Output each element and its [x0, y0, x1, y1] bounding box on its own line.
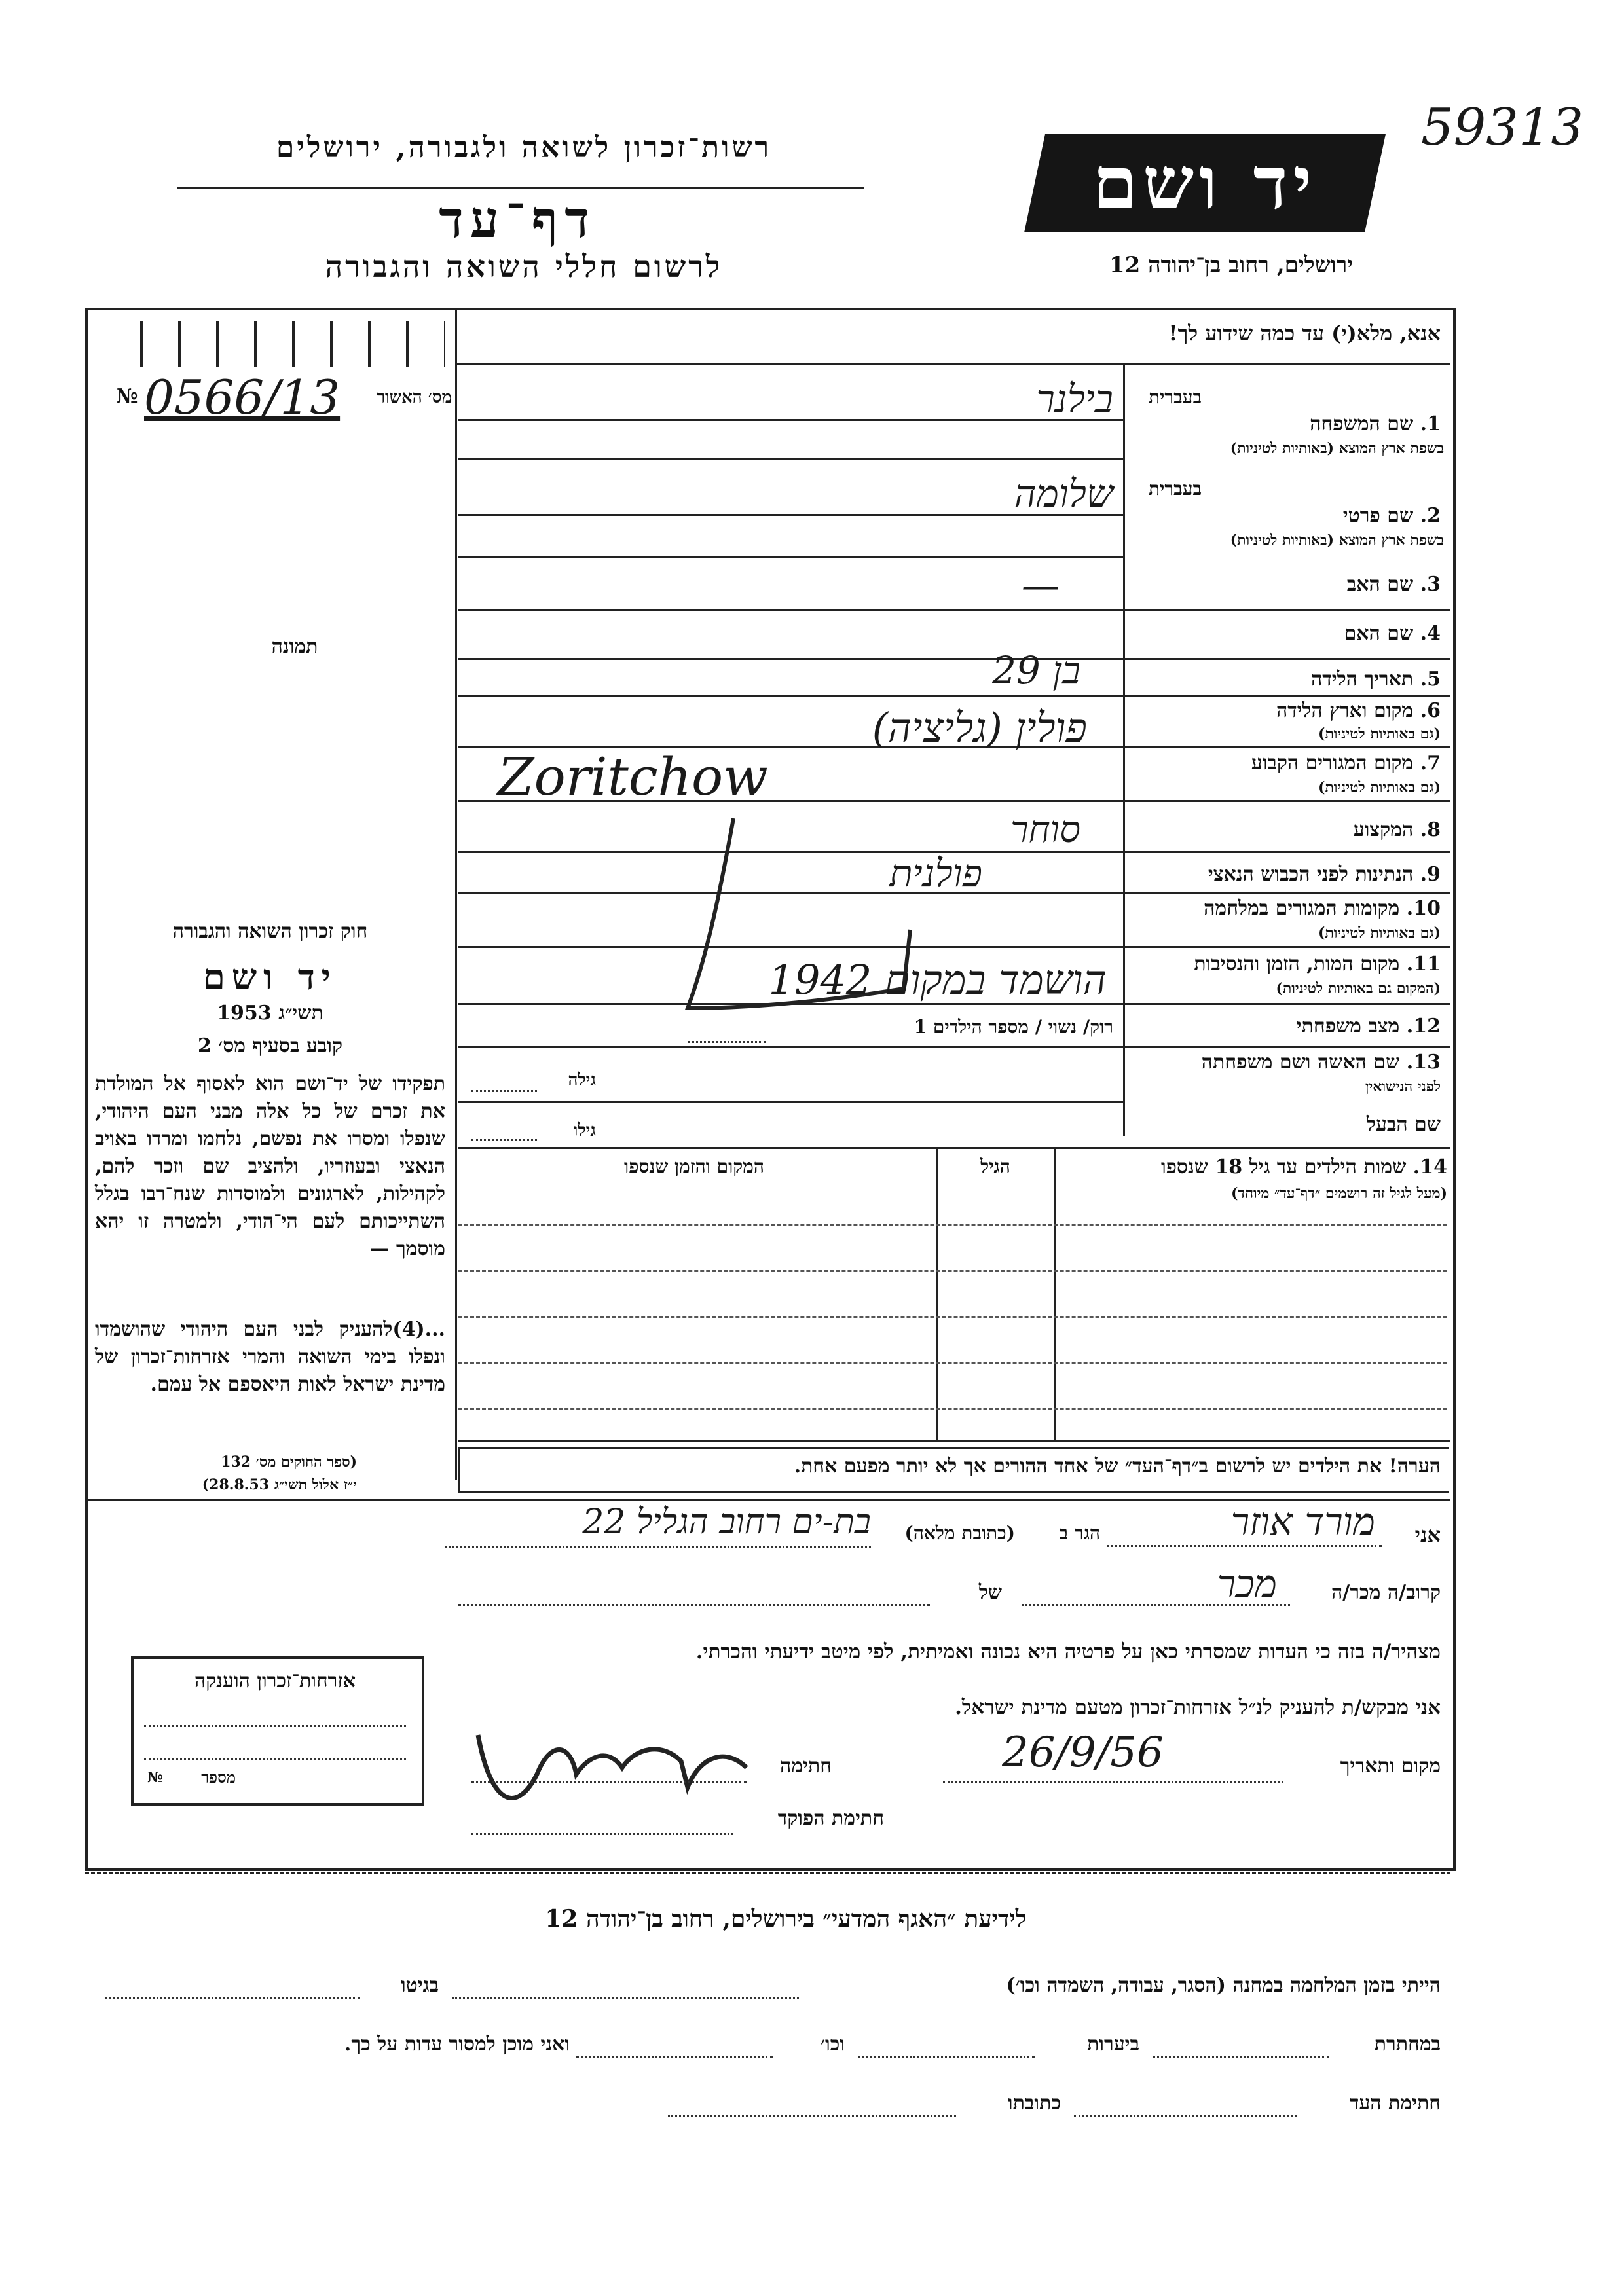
field-8-label: 8. המקצוע	[1353, 818, 1441, 841]
date-value: 26/9/56	[1002, 1728, 1164, 1777]
children-col-age: הגיל	[980, 1156, 1010, 1177]
field-13-line	[458, 1101, 1123, 1103]
relative-value: מכר	[1217, 1561, 1277, 1606]
field-2-value: שלומה	[1014, 471, 1113, 516]
children-col-place: המקום והזמן שנספו	[624, 1156, 764, 1177]
citizenship-title: אזרחות־זכרון הוענקה	[194, 1669, 356, 1692]
note-text: הערה! את הילדים יש לרשום ב״דף־העד״ של אחד ההורים אך לא יותר מפעם אחת.	[794, 1455, 1441, 1478]
field-6-label: 6. מקום וארץ הלידה	[1276, 699, 1441, 722]
law-ref-1: (ספר החוקים מס׳ 132	[221, 1453, 357, 1470]
footer-line2-dots-a	[1153, 2056, 1329, 2058]
form-subtitle: לרשום חללי השואה והגבורה	[325, 249, 723, 284]
citizenship-number-symbol: №	[147, 1769, 163, 1786]
field-1-sub: בשפת ארץ המוצא (באותיות לטיניות)	[1230, 440, 1444, 457]
field-9-value: פולנית	[889, 851, 982, 896]
children-row-2	[458, 1270, 1447, 1272]
children-bottom	[458, 1440, 1450, 1442]
footer-line2-b: ביערות	[1086, 2033, 1139, 2056]
field-10-line	[458, 946, 1450, 948]
husband-line	[458, 1147, 1450, 1149]
wife-age-label: גילה	[568, 1070, 596, 1090]
declarant-name-line	[1107, 1545, 1382, 1547]
field-2-label: 2. שם פרטי	[1342, 504, 1441, 527]
footer-line3-b: כתובתו	[1007, 2092, 1061, 2115]
field-13-sub: לפני הנישואין	[1365, 1078, 1441, 1095]
field-12-label: 12. מצב משפחתי	[1296, 1015, 1441, 1038]
law-name: יד ושם	[203, 956, 337, 998]
husband-label: שם הבעל	[1366, 1113, 1441, 1136]
authority-underline	[177, 187, 864, 189]
field-10-sub: (גם באותיות לטיניות)	[1318, 924, 1441, 941]
footer-line1-b: בגיטו	[400, 1974, 439, 1997]
footer-line3-a: חתימת העד	[1349, 2092, 1441, 2115]
field-5-label: 5. תאריך הלידה	[1311, 668, 1441, 691]
law-text-2: ...(4)להעניק לבני העם היהודי שהושמדו ונפלו בימי השואה והמרי אזרחות־זכרון של מדינת ישראל לאות היאספם אל עמם.	[95, 1318, 445, 1396]
law-clause: קובע בסעיף מס׳ 2	[197, 1034, 343, 1057]
footer-line3-dots-b	[668, 2115, 956, 2117]
relative-shel: של	[978, 1581, 1002, 1604]
law-title: חוק זכרון השואה והגבורה	[172, 920, 368, 943]
field-5-value: בן 29	[992, 648, 1080, 693]
field-7-value: Zoritchow	[498, 746, 768, 807]
declarant-gar-b: הגר ב	[1059, 1522, 1100, 1544]
field-12-dots	[688, 1041, 766, 1043]
form-title: דף־עד	[439, 190, 596, 249]
field-7-label: 7. מקום המגורים הקבוע	[1251, 752, 1441, 774]
declarant-name: מורד אוזר	[1230, 1499, 1375, 1544]
children-row-4	[458, 1362, 1447, 1364]
field-6-value: פולין (גליציה)	[872, 704, 1087, 752]
field-6-sub: (גם באותיות לטיניות)	[1318, 725, 1441, 742]
law-year: תשי״ג 1953	[217, 1002, 323, 1025]
field-10-label: 10. מקומות המגורים במלחמה	[1204, 897, 1441, 920]
field-1-tag: בעברית	[1148, 386, 1202, 408]
field-5-line	[458, 695, 1450, 697]
children-row-3	[458, 1316, 1447, 1318]
request-text: אני מבקש/ת להעניק לנ״ל אזרחות־זכרון מטעם מדינת ישראל.	[955, 1696, 1441, 1719]
field-1-value: בילנר	[1036, 376, 1113, 421]
footer-line2-dots-c	[576, 2056, 773, 2058]
intro-text: אנא, מלא(י) עד כמה שידוע לך!	[1168, 321, 1441, 346]
field-3-value: —	[1022, 563, 1060, 608]
children-sub: (מעל לגיל זה רושמים ״דף־עד״ מיוחד)	[1230, 1185, 1447, 1202]
field-1-label: 1. שם המשפחה	[1310, 412, 1441, 435]
children-row-1	[458, 1224, 1447, 1226]
declarant-ani: אני	[1414, 1522, 1441, 1547]
law-text: תפקידו של יד־ושם הוא לאסוף אל המולדת את זכרם של כל אלה מבני העם היהודי, שנפלו ומסרו את נפשם, נלחמו ומרדו באויב הנאצי ובעוזריו, ולהציב שם וזכר להם, לקהילות, לארגונים ולמוסדות שנח־רבו בגלל השתייכותם לעם הי־הודי, ולמטרה זו יהא מוסמך —	[95, 1072, 445, 1260]
footer-line2-a: במחתרת	[1374, 2033, 1441, 2056]
photo-label: תמונה	[271, 635, 318, 658]
field-3-label: 3. שם האב	[1346, 573, 1441, 596]
field-12-value: רוק/ נשוי / מספר הילדים 1	[913, 1016, 1113, 1038]
relative-line	[1022, 1604, 1290, 1606]
footer-line2-dots-b	[858, 2056, 1035, 2058]
husband-age-dots	[471, 1139, 537, 1141]
field-2-tag: בעברית	[1148, 478, 1202, 500]
tick-marks	[105, 321, 445, 367]
footer-line2-c: וכו׳	[821, 2033, 845, 2056]
field-label-divider	[1123, 363, 1125, 1136]
field-9-label: 9. הנתינות לפני הכבוש הנאצי	[1208, 863, 1441, 886]
footer-line2-d: ואני מוכן למסור עדות על כך.	[344, 2033, 570, 2056]
address: ירושלים, רחוב בן־יהודה 12	[1109, 252, 1354, 278]
footer-line1-a: הייתי בזמן המלחמה במחנה (הסגר, עבודה, השמדה וכו׳)	[1006, 1974, 1441, 1997]
field-1-line-b	[458, 458, 1123, 460]
footer-line1-dots-a	[452, 1997, 799, 1999]
left-col-divider	[455, 308, 457, 1480]
declarant-full-addr: (כתובת מלאה)	[904, 1522, 1015, 1544]
footer-title: לידיעת ״האגף המדעי״ בירושלים, רחוב בן־יהודה 12	[545, 1905, 1027, 1933]
declarant-address: בת-ים רחוב הגליל 22	[582, 1503, 871, 1542]
field-11-sub: (המקום גם באותיות לטיניות)	[1276, 980, 1441, 997]
children-row-5	[458, 1408, 1447, 1410]
field-3-line	[458, 609, 1450, 611]
official-signature-label: חתימת הפוקד	[777, 1807, 884, 1830]
citizenship-line-2	[144, 1758, 406, 1760]
handwritten-reference: 59313	[1421, 98, 1584, 157]
relative-of-line	[458, 1604, 930, 1606]
field-7-sub: (גם באותיות לטיניות)	[1318, 779, 1441, 796]
authority-title: רשות־זכרון לשואה ולגבורה, ירושלים	[276, 131, 772, 164]
children-label: 14. שמות הילדים עד גיל 18 שנספו	[1160, 1156, 1447, 1178]
date-line	[943, 1781, 1283, 1783]
relative-label: קרוב/ה מכר/ה	[1331, 1581, 1441, 1604]
signature-label: חתימה	[780, 1755, 832, 1777]
field-13-label: 13. שם האשה ושם משפחתה	[1201, 1051, 1441, 1074]
footer-divider-dash	[85, 1872, 1450, 1874]
field-2-line-b	[458, 556, 1123, 558]
field-4-label: 4. שם האם	[1344, 622, 1441, 645]
citizenship-number-label: מספר	[201, 1768, 236, 1787]
official-signature-line	[471, 1833, 733, 1835]
field-8-value: סוחר	[1010, 809, 1080, 851]
footer-line1-dots-b	[105, 1997, 360, 1999]
field-12-line	[458, 1046, 1450, 1048]
declarant-address-line	[445, 1546, 871, 1548]
top-divider	[455, 363, 1450, 365]
law-ref-2: י״ז אלול תשי״ג 28.8.53)	[202, 1476, 357, 1493]
children-divider-2	[1054, 1147, 1056, 1442]
field-2-sub: בשפת ארץ המוצא (באותיות לטיניות)	[1230, 532, 1444, 549]
field-11-value: הושמד במקום 1942	[768, 956, 1107, 1004]
citizenship-line-1	[144, 1725, 406, 1727]
reg-label: מס׳ האשור	[377, 388, 452, 407]
signature-line	[471, 1781, 747, 1783]
husband-age-label: גילו	[573, 1121, 596, 1140]
reg-no-symbol: №	[117, 385, 138, 408]
logo-text: יד ושם	[1092, 141, 1318, 225]
reg-value: 0566/13	[144, 370, 341, 425]
footer-line3-dots-a	[1074, 2115, 1297, 2117]
wife-age-dots	[471, 1090, 537, 1092]
place-date-label: מקום ותאריך	[1340, 1755, 1441, 1777]
signature-scribble	[465, 1715, 753, 1820]
field-11-label: 11. מקום המות, הזמן והנסיבות	[1194, 953, 1441, 975]
children-divider-1	[936, 1147, 938, 1442]
declaration-text: מצהיר/ה בזה כי העדות שמסרתי כאן על פרטיה היא נכונה ואמיתית, לפי מיטב ידיעתי והכרתי.	[695, 1640, 1441, 1664]
